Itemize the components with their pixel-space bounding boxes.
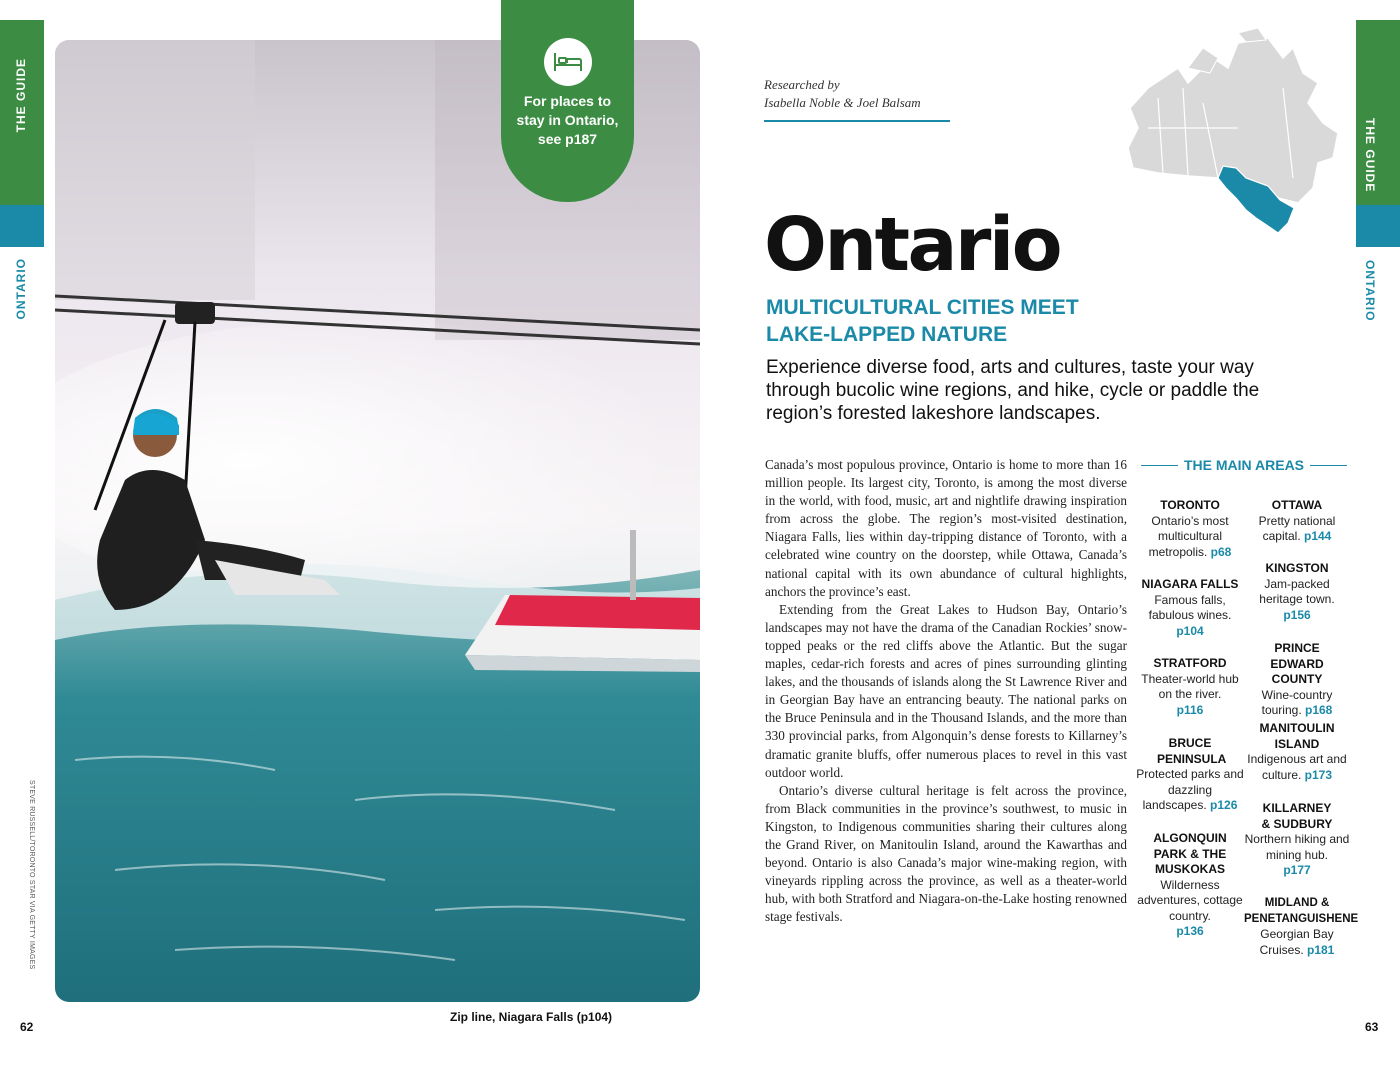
area-desc: Northern hiking and mining hub.	[1244, 832, 1350, 862]
main-areas-heading	[1141, 457, 1347, 473]
area-page-link[interactable]: p177	[1283, 863, 1311, 877]
page-number-left: 62	[20, 1020, 34, 1034]
main-areas-title: THE MAIN AREAS	[1183, 457, 1305, 473]
page-subtitle: MULTICULTURAL CITIES MEET LAKE-LAPPED NATURE	[766, 296, 1079, 346]
area-name: STRATFORD	[1153, 656, 1227, 670]
area-prince-edward-county[interactable]	[1242, 641, 1352, 719]
body-paragraph: Canada’s most populous province, Ontario is home to more than 16 million people. Its largest city, Toronto, is among the most diverse in the world, with food, music, art and nightlife drawing inspiration from across the globe. The region’s most-visited destination, Niagara Falls, lies within day-tripping distance of Toronto, with a celebrated wine country on the doorstep, while Ottawa, Canada’s national capital with its own abundance of cultural highlights, anchors the province’s east.	[765, 457, 1127, 599]
area-desc: Pretty national capital.	[1258, 513, 1336, 543]
intro-paragraph: Experience diverse food, arts and cultures, taste your way through bucolic wine regions, and hike, cycle or paddle the region’s forested lakeshore landscapes.	[766, 357, 1260, 424]
area-manitoulin-island[interactable]	[1242, 721, 1352, 783]
area-desc: Wine-country touring.	[1261, 687, 1333, 717]
area-name: PRINCE EDWARD COUNTY	[1270, 641, 1324, 686]
area-name: BRUCE PENINSULA	[1157, 736, 1227, 766]
side-tab-blue-right	[1356, 205, 1400, 247]
area-page-link[interactable]: p116	[1176, 702, 1204, 717]
page-number-right: 63	[1365, 1020, 1379, 1034]
area-name: TORONTO	[1160, 498, 1220, 512]
area-page-link[interactable]: p168	[1305, 703, 1333, 717]
area-page-link[interactable]: p156	[1283, 607, 1311, 622]
photo-caption: Zip line, Niagara Falls (p104)	[450, 1010, 613, 1024]
body-paragraph: Ontario’s diverse cultural heritage is felt across the province, from Black communities in the province’s southwest, to music in Kingston, to Indigenous communities sharing their cultures along the Grand River, on Manitoulin Island, around the Kawarthas and beyond. Ontario is also Canada’s major wine-making region, with vineyards rippling across the province, as well as a theater-world hub, with both Stratford and Niagara-on-the-Lake hosting renowned stage festivals.	[765, 782, 1127, 925]
area-desc: Wilderness adventures, cottage country.	[1137, 877, 1243, 923]
area-name: KILLARNEY & SUDBURY	[1261, 801, 1333, 831]
area-bruce-peninsula[interactable]	[1135, 736, 1245, 814]
area-desc: Ontario’s most multicultural metropolis.	[1148, 513, 1229, 559]
area-niagara-falls[interactable]	[1135, 577, 1245, 639]
page-title: Ontario	[764, 202, 1061, 288]
researched-label: Researched by	[764, 77, 840, 92]
area-killarney-sudbury[interactable]	[1242, 801, 1352, 879]
area-ottawa[interactable]	[1242, 498, 1352, 545]
stay-badge-text: For places to stay in Ontario, see p187	[516, 93, 619, 147]
area-desc: Protected parks and dazzling landscapes.	[1136, 767, 1244, 812]
area-algonquin[interactable]	[1135, 831, 1245, 940]
side-tab-blue-left	[0, 205, 44, 247]
bed-icon	[544, 38, 592, 86]
area-page-link[interactable]: p144	[1304, 529, 1332, 543]
area-page-link[interactable]: p181	[1307, 942, 1335, 957]
area-midland-penetanguishene[interactable]	[1242, 896, 1359, 958]
heading-rule	[1141, 465, 1178, 466]
area-page-link[interactable]: p173	[1304, 767, 1333, 782]
side-tab-guide-label-left: THE GUIDE	[14, 58, 28, 133]
body-text	[765, 456, 1127, 926]
researched-by	[764, 76, 921, 112]
area-name: NIAGARA FALLS	[1141, 577, 1239, 591]
area-name: MANITOULIN ISLAND	[1259, 721, 1335, 751]
researched-rule	[764, 120, 950, 122]
area-desc: Georgian Bay Cruises.	[1259, 927, 1334, 957]
area-page-link[interactable]: p104	[1176, 623, 1204, 638]
area-toronto[interactable]	[1135, 498, 1245, 560]
area-name: ALGONQUIN PARK & THE MUSKOKAS	[1153, 831, 1227, 876]
area-page-link[interactable]: p126	[1210, 798, 1238, 812]
side-tab-region-label-right: ONTARIO	[1363, 260, 1377, 322]
photo-credit: STEVE RUSSELL/TORONTO STAR VIA GETTY IMAGES	[28, 780, 35, 970]
researched-authors: Isabella Noble & Joel Balsam	[764, 95, 921, 110]
side-tab-region-label-left: ONTARIO	[14, 258, 28, 320]
area-name: OTTAWA	[1271, 498, 1323, 512]
area-desc: Jam-packed heritage town.	[1259, 576, 1335, 606]
area-name: MIDLAND & PENETANGUISHENE	[1244, 897, 1359, 925]
area-name: KINGSTON	[1265, 561, 1329, 575]
side-tab-guide-label-right: THE GUIDE	[1363, 118, 1377, 193]
area-desc: Indigenous art and culture.	[1247, 752, 1347, 782]
area-page-link[interactable]: p136	[1176, 924, 1204, 938]
stay-badge[interactable]	[501, 0, 634, 202]
area-stratford[interactable]	[1135, 656, 1245, 718]
canada-locator-map	[1118, 28, 1358, 248]
area-desc: Theater-world hub on the river.	[1141, 671, 1239, 701]
area-desc: Famous falls, fabulous wines.	[1148, 592, 1232, 622]
body-paragraph: Extending from the Great Lakes to Hudson Bay, Ontario’s landscapes may not have the drama of the Canadian Rockies’ snow-topped peaks or the red cliffs above the Atlantic. But the sugar maples, cedar-rich forests and acres of pines surrounding glinting lakes, and the thousands of islands along the St Lawrence River and in Georgian Bay have an entrancing beauty. The national parks on the Bruce Peninsula and in the Thousand Islands, and the more than 330 provincial parks, from Algonquin’s dense forests to Killarney’s dramatic granite bluffs, offer numerous places to revel in this vast outdoor world.	[765, 601, 1127, 780]
heading-rule	[1310, 465, 1347, 466]
area-kingston[interactable]	[1242, 561, 1352, 623]
area-page-link[interactable]: p68	[1210, 544, 1232, 559]
